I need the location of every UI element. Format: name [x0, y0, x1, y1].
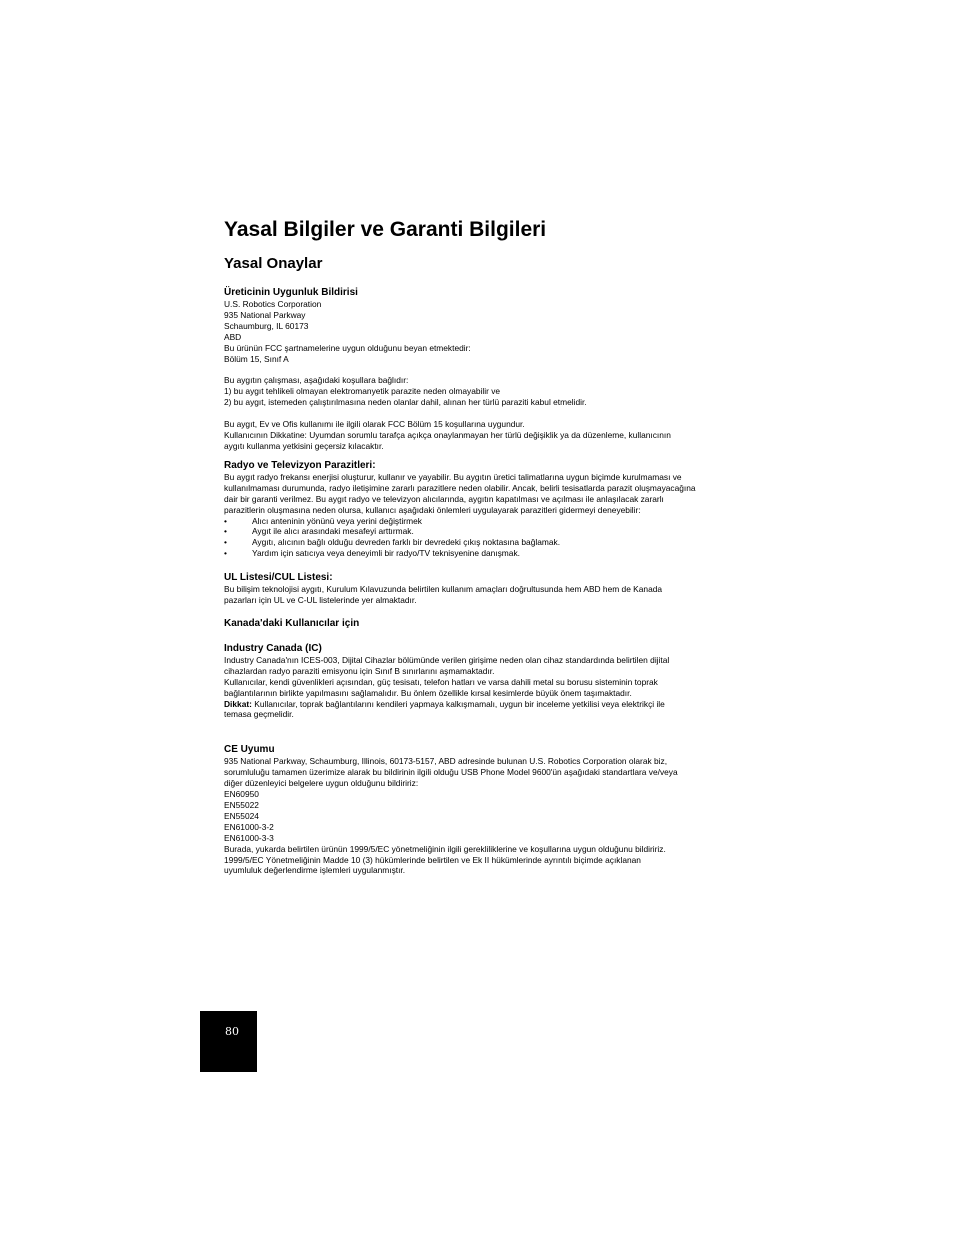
- text-line: Bu aygıt, Ev ve Ofis kullanımı ile ilgili olarak FCC Bölüm 15 koşullarına uygundur.: [224, 419, 525, 430]
- text-line: Bu aygıtın çalışması, aşağıdaki koşullara bağlıdır:: [224, 375, 409, 386]
- conformity-conditions: [224, 375, 734, 408]
- text-line: 2) bu aygıt, istemeden çalıştırılmasına neden olanlar dahil, alınan her türlü paraziti kabul etmelidir.: [224, 397, 587, 408]
- bullet-marker: •: [224, 526, 227, 537]
- text-line: aygıtı kullanma yetkisini geçersiz kılacaktır.: [224, 440, 384, 451]
- text-line: EN55022: [224, 800, 259, 810]
- text-line: 935 National Parkway, Schaumburg, Illinois, 60173-5157, ABD adresinde bulunan U.S. Robotics Corporation olarak biz,: [224, 756, 668, 767]
- text-line: EN61000-3-3: [224, 832, 274, 843]
- ul-heading: UL Listesi/CUL Listesi:: [224, 572, 333, 584]
- ic-text: [224, 655, 734, 720]
- page-title: Yasal Bilgiler ve Garanti Bilgileri: [224, 218, 547, 241]
- ul-text: [224, 584, 734, 606]
- list-item-text: Aygıtı, alıcının bağlı olduğu devreden farklı bir devredeki çıkış noktasına bağlamak.: [252, 537, 561, 548]
- page-content: [224, 217, 734, 876]
- text-line: Kullanıcının Dikkatine: Uyumdan sorumlu tarafça açıkça onaylanmayan her türlü değişiklik ya da düzenleme, kullanıcının: [224, 430, 671, 441]
- canada-heading: Kanada'daki Kullanıcılar için: [224, 617, 360, 629]
- ce-text: [224, 756, 734, 876]
- text-line: cihazlardan radyo paraziti emisyonu için Sınıf B sınırlarını aşmamaktadır.: [224, 665, 495, 676]
- conformity-heading: Üreticinin Uygunluk Bildirisi: [224, 287, 358, 298]
- radio-text: [224, 472, 734, 516]
- bullet-marker: •: [224, 548, 227, 559]
- list-item-text: Yardım için satıcıya veya deneyimli bir radyo/TV teknisyenine danışmak.: [252, 548, 520, 559]
- radio-heading: Radyo ve Televizyon Parazitleri:: [224, 459, 376, 471]
- text-line: EN61000-3-2: [224, 821, 274, 832]
- text-line: Bu ürünün FCC şartnamelerine uygun olduğunu beyan etmektedir:: [224, 342, 471, 353]
- page-number-tab: [200, 1011, 257, 1072]
- list-item: [224, 526, 734, 537]
- text-line: diğer düzenleyici belgelere uygun olduğunu bildiririz:: [224, 778, 419, 789]
- bullet-marker: •: [224, 537, 227, 548]
- list-item: [224, 516, 734, 527]
- text-line: Bu bilişim teknolojisi aygıtı, Kurulum Kılavuzunda belirtilen kullanım amaçları doğrultusunda hem ABD hem de Kanada: [224, 584, 663, 595]
- text-line: Burada, yukarda belirtilen ürünün 1999/5/EC yönetmeliğinin ilgili gerekliliklerine ve koşullarına uygun olduğunu bildiririz.: [224, 843, 666, 854]
- text-line: ABD: [224, 331, 242, 342]
- caution-line: [224, 699, 734, 710]
- caution-text: Kullanıcılar, toprak bağlantılarını kendileri yapmaya kalkışmamalı, uygun bir inceleme yetkilisi veya elektrikçi ile: [251, 698, 665, 709]
- text-line: dair bir garanti verilmez. Bu aygıt radyo ve televizyon alıcılarında, aygıtın kapatılması ve açılması ile anlaşılacak zararlı: [224, 493, 664, 504]
- bullet-marker: •: [224, 515, 227, 526]
- text-line: Bölüm 15, Sınıf A: [224, 353, 289, 364]
- text-line: 1999/5/EC Yönetmeliğinin Madde 10 (3) hükümlerinde belirtilen ve Ek II hükümlerinde ayrıntılı biçimde açıklanan: [224, 854, 641, 865]
- text-line: pazarları için UL ve C-UL listelerinde yer almaktadır.: [224, 595, 417, 606]
- text-line: 1) bu aygıt tehlikeli olmayan elektromanyetik parazite neden olmayabilir ve: [224, 386, 501, 397]
- page-number: 80: [225, 1025, 239, 1038]
- list-item-text: Alıcı anteninin yönünü veya yerini değiştirmek: [252, 515, 422, 526]
- list-item: [224, 548, 734, 559]
- text-line: parazitlerin oluşmasına neden olursa, kullanıcı aşağıdaki önlemleri uygulayarak parazitleri gidermeyi deneyebilir:: [224, 504, 641, 515]
- list-item-text: Aygıt ile alıcı arasındaki mesafeyi arttırmak.: [252, 526, 414, 537]
- text-line: 935 National Parkway: [224, 309, 306, 320]
- text-line: Bu aygıt radyo frekansı enerjisi oluşturur, kullanır ve yayabilir. Bu aygıtın üretici talimatlarına uygun biçimde kurulmaması ve: [224, 471, 682, 482]
- text-line: Schaumburg, IL 60173: [224, 320, 309, 331]
- list-item: [224, 537, 734, 548]
- text-line: kullanılmaması durumunda, radyo iletişimine zararlı parazitlere neden olabilir. Ancak, belirli tesisatlarda parazit oluşmayacağına: [224, 482, 696, 493]
- caution-label: Dikkat:: [224, 698, 252, 709]
- conformity-address: [224, 299, 734, 364]
- text-line: bağlantılarının birlikte yapılmasını sağlamalıdır. Bu önlem özellikle kırsal kesimlerde büyük önem taşımaktadır.: [224, 687, 632, 698]
- text-line: U.S. Robotics Corporation: [224, 299, 322, 309]
- text-line: uyumluluk değerlendirme işlemleri uygulanmıştır.: [224, 865, 406, 876]
- text-line: EN60950: [224, 789, 259, 800]
- text-line: Industry Canada'nın ICES-003, Dijital Cihazlar bölümünde verilen girişime neden olan cihaz standardında belirtilen dijital: [224, 654, 670, 665]
- text-line: temasa geçmelidir.: [224, 709, 294, 720]
- radio-bullet-list: [224, 516, 734, 560]
- text-line: sorumluluğu tamamen üzerimize alarak bu bildirinin ilgili olduğu USB Phone Model 9600'ün aşağıdaki standartlara ve/veya: [224, 767, 678, 778]
- text-line: EN55024: [224, 810, 259, 821]
- ic-heading: Industry Canada (IC): [224, 642, 322, 654]
- section-title: Yasal Onaylar: [224, 255, 323, 272]
- ce-heading: CE Uyumu: [224, 744, 275, 756]
- text-line: Kullanıcılar, kendi güvenlikleri açısından, güç tesisatı, telefon hatları ve varsa dahili metal su borusu sisteminin toprak: [224, 676, 658, 687]
- conformity-note: [224, 419, 734, 452]
